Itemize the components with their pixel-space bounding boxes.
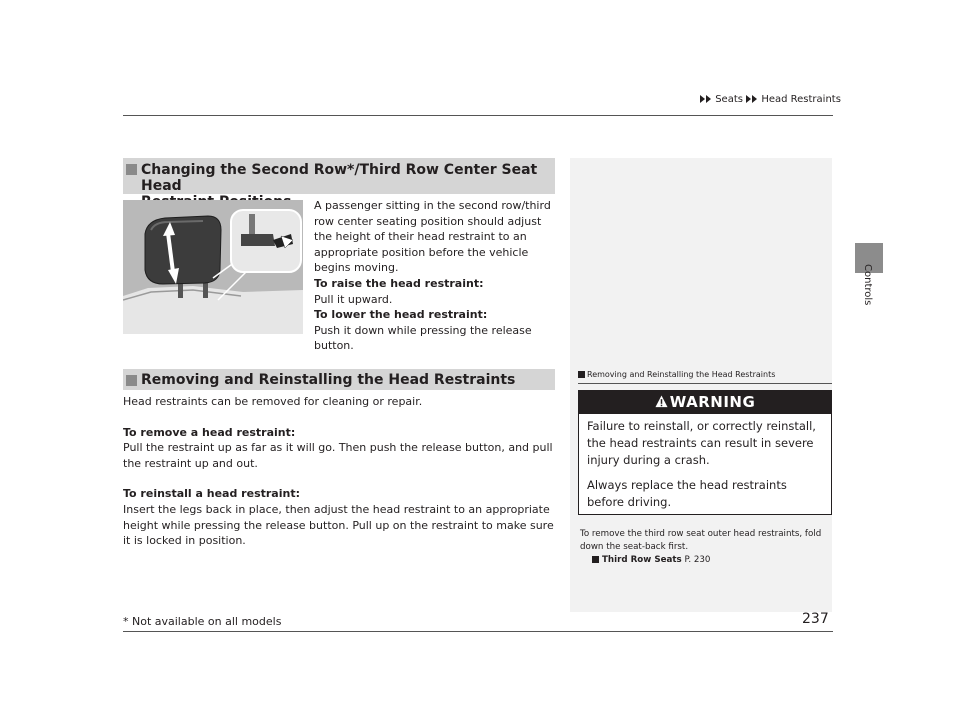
head-restraint-illustration bbox=[123, 200, 303, 334]
cross-reference-icon bbox=[592, 556, 599, 563]
warning-header bbox=[579, 391, 831, 414]
section2-body bbox=[123, 394, 559, 564]
reinstall-heading: To reinstall a head restraint: bbox=[123, 487, 300, 501]
header-rule bbox=[123, 115, 833, 116]
section1-intro: A passenger sitting in the second row/third row center seating position should adjust the height of their head restraint to an appropriate position before the vehicle begins moving. bbox=[314, 199, 551, 275]
lower-text: Push it down while pressing the release button. bbox=[314, 323, 532, 353]
side-note-body: To remove the third row seat outer head restraints, fold down the seat-back first. bbox=[580, 529, 822, 552]
link-page: P. 230 bbox=[684, 555, 711, 565]
section2-intro: Head restraints can be removed for cleaning or repair. bbox=[123, 395, 423, 408]
remove-text: Pull the restraint up as far as it will go. Then push the release button, and pull the restraint up and out. bbox=[123, 441, 553, 470]
side-note-title: Removing and Reinstalling the Head Restraints bbox=[578, 370, 775, 379]
third-row-seats-link[interactable] bbox=[592, 554, 830, 567]
chapter-tab-label: Controls bbox=[862, 264, 873, 306]
warning-text-1: Failure to reinstall, or correctly reinstall, the head restraints can result in severe injury during a crash. bbox=[587, 419, 816, 467]
remove-heading: To remove a head restraint: bbox=[123, 425, 296, 439]
raise-text: Pull it upward. bbox=[314, 292, 393, 306]
page-number: 237 bbox=[802, 611, 829, 627]
breadcrumb-seats[interactable]: Seats bbox=[715, 94, 743, 105]
breadcrumb-arrow-icon bbox=[706, 95, 711, 103]
warning-text-2: Always replace the head restraints before driving. bbox=[587, 478, 787, 509]
section1-body bbox=[314, 198, 556, 354]
footnote: * Not available on all models bbox=[123, 615, 282, 628]
side-note-rule bbox=[578, 383, 832, 384]
breadcrumb-arrow-icon bbox=[752, 95, 757, 103]
lower-heading: To lower the head restraint: bbox=[314, 308, 488, 322]
footer-rule bbox=[123, 631, 833, 632]
head-restraint-drawing bbox=[123, 200, 303, 334]
section-header-changing-positions bbox=[123, 158, 555, 194]
section-square-icon bbox=[126, 375, 137, 386]
breadcrumb bbox=[700, 94, 841, 105]
section-square-icon bbox=[126, 164, 137, 175]
warning-label: WARNING bbox=[669, 393, 756, 411]
warning-body bbox=[579, 414, 831, 515]
section-title-line1: Changing the Second Row*/Third Row Center Seat Head bbox=[141, 162, 538, 194]
breadcrumb-arrow-icon bbox=[746, 95, 751, 103]
section2-title: Removing and Reinstalling the Head Restraints bbox=[141, 372, 516, 388]
link-label: Third Row Seats bbox=[602, 555, 682, 565]
breadcrumb-arrow-icon bbox=[700, 95, 705, 103]
reinstall-text: Insert the legs back in place, then adjust the head restraint to an appropriate height while pressing the release button. Pull up on the restraint to make sure it is locked in position. bbox=[123, 502, 554, 548]
raise-heading: To raise the head restraint: bbox=[314, 276, 484, 290]
note-marker-icon bbox=[578, 371, 585, 378]
side-note-text bbox=[580, 528, 830, 567]
warning-box bbox=[578, 390, 832, 515]
section-header-removing-reinstalling bbox=[123, 369, 555, 390]
breadcrumb-head-restraints[interactable]: Head Restraints bbox=[761, 94, 841, 105]
warning-triangle-icon bbox=[655, 395, 668, 408]
